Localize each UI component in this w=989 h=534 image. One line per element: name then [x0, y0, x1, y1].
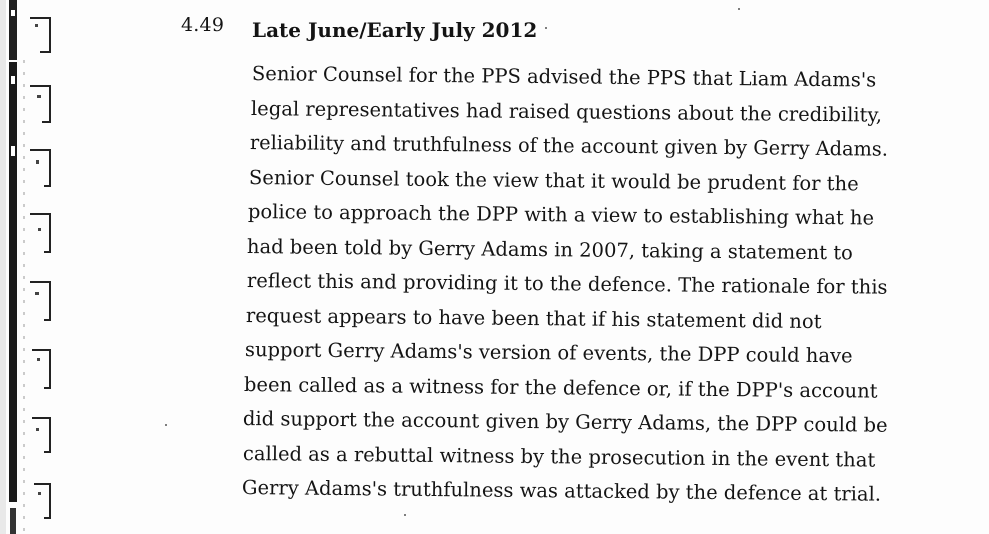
scan-speck [545, 27, 547, 29]
body-line: had been told by Gerry Adams in 2007, taking a statement to [246, 235, 853, 265]
body-line: called as a rebuttal witness by the prosecution in the event that [242, 442, 876, 472]
body-line: support Gerry Adams's version of events, the DPP could have [244, 338, 853, 368]
body-line: Senior Counsel for the PPS advised the PPS that Liam Adams's [251, 62, 877, 92]
body-line: reflect this and providing it to the defence. The rationale for this [246, 269, 888, 299]
body-line: been called as a witness for the defence or, if the DPP's account [243, 373, 878, 403]
body-line: reliability and truthfulness of the account given by Gerry Adams. [249, 131, 889, 161]
body-line: legal representatives had raised questions about the credibility, [250, 97, 883, 127]
body-line: did support the account given by Gerry Adams, the DPP could be [242, 407, 888, 437]
scan-speck [165, 424, 167, 426]
body-line: Gerry Adams's truthfulness was attacked by the defence at trial. [241, 476, 882, 506]
body-line: Senior Counsel took the view that it would be prudent for the [248, 166, 859, 196]
paragraph-number: 4.49 [181, 14, 225, 36]
body-line: request appears to have been that if his statement did not [245, 304, 822, 334]
body-line: police to approach the DPP with a view to establishing what he [247, 200, 875, 230]
paragraph-heading: Late June/Early July 2012 [252, 18, 538, 42]
scan-speck [738, 8, 740, 10]
scan-speck [404, 514, 406, 516]
